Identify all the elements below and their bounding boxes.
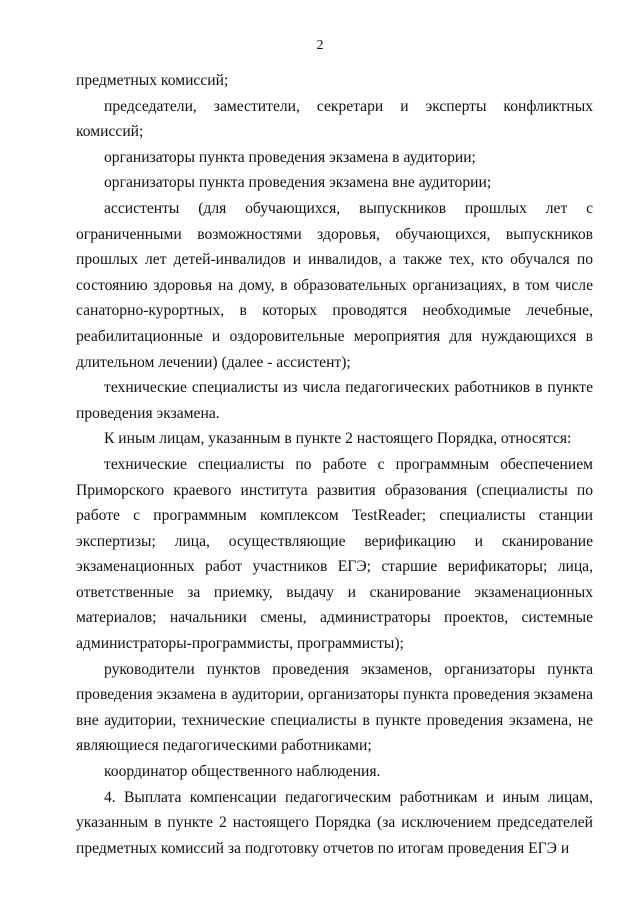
paragraph-5: ассистенты (для обучающихся, выпускников прошлых лет с ограниченными возможностями здоровья, обучающихся, выпускников прошлых лет детей-инвалидов и инвалидов, а также тех, кто обучался по состоянию здоровья на дому, в образовательных организациях, в том числе санаторно-курортных, в которых проводятся необходимые лечебные, реабилитационные и оздоровительные мероприятия для нуждающихся в длительном лечении) (далее - ассистент); [76,199,593,371]
paragraph-7: К иным лицам, указанным в пункте 2 настоящего Порядка, относятся: [104,430,572,448]
document-body [76,68,593,861]
paragraph-11: 4. Выплата компенсации педагогическим работникам и иным лицам, указанным в пункте 2 настоящего Порядка (за исключением председателей предметных комиссий за подготовку отчетов по итогам проведения ЕГЭ и [76,788,593,857]
paragraph-1: предметных комиссий; [76,72,229,89]
paragraph-4: организаторы пункта проведения экзамена вне аудитории; [104,174,492,192]
page-number: 2 [316,38,324,53]
paragraph-2: председатели, заместители, секретари и эксперты конфликтных комиссий; [76,97,593,141]
paragraph-6: технические специалисты из числа педагогических работников в пункте проведения экзамена. [76,379,593,422]
paragraph-10: координатор общественного наблюдения. [104,763,381,781]
paragraph-3: организаторы пункта проведения экзамена в аудитории; [104,148,476,166]
paragraph-8: технические специалисты по работе с программным обеспечением Приморского краевого института развития образования (специалисты по работе с программным комплексом TestReader; специалисты станции экспертизы; лица, осуществляющие верификацию и сканирование экзаменационных работ участников ЕГЭ; старшие верификаторы; лица, ответственные за приемку, выдачу и сканирование экзаменационных материалов; начальники смены, администраторы проектов, системные администраторы-программисты, программисты); [76,455,593,653]
paragraph-9: руководители пунктов проведения экзаменов, организаторы пункта проведения экзамена в аудитории, организаторы пункта проведения экзамена вне аудитории, технические специалисты в пункте проведения экзамена, не являющиеся педагогическими работниками; [76,660,593,755]
